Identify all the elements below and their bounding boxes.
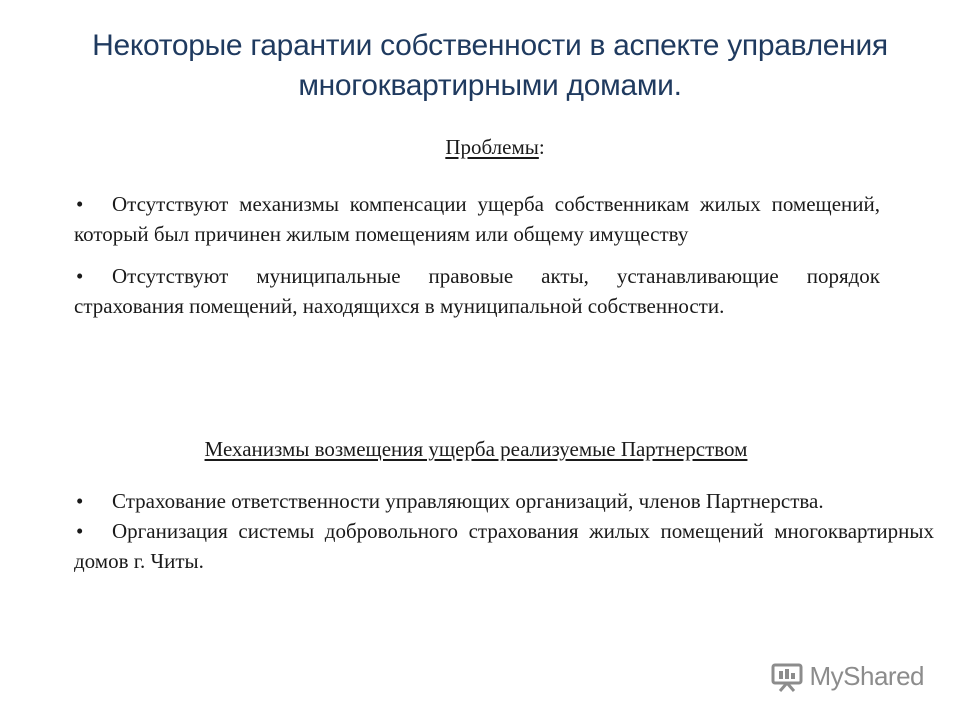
problem-item-text: Отсутствуют механизмы компенсации ущерба собственникам жилых помещений, который был причинен жилым помещениям или общему имуществу: [74, 192, 880, 246]
bullet: •: [76, 519, 84, 543]
mechanisms-heading-text: Механизмы возмещения ущерба реализуемые Партнерством: [204, 437, 748, 461]
slide-title-line-1: Некоторые гарантии собственности в аспекте управления: [92, 29, 888, 62]
mechanism-item: [74, 516, 934, 576]
myshared-watermark: [770, 661, 925, 692]
watermark-text: MyShared: [809, 661, 924, 691]
mechanism-item-text: Страхование ответственности управляющих организаций, членов Партнерства.: [112, 489, 824, 513]
problems-heading-colon: :: [538, 135, 545, 159]
bullet: •: [76, 489, 84, 513]
slide-title: [60, 26, 920, 106]
bullet: •: [76, 192, 84, 216]
problems-list: [74, 189, 880, 333]
problem-item: [74, 189, 880, 249]
slide-title-line-2: многоквартирными домами.: [298, 69, 682, 102]
mechanisms-list: [74, 486, 934, 576]
mechanism-item: [74, 486, 934, 516]
presentation-board-icon: [770, 662, 804, 692]
problems-heading-text: Проблемы: [445, 135, 539, 159]
bullet: •: [76, 264, 84, 288]
mechanisms-heading: [76, 436, 876, 462]
problem-item: [74, 261, 880, 321]
problems-heading: [0, 134, 960, 160]
problem-item-text: Отсутствуют муниципальные правовые акты, устанавливающие порядок страхования помещений, находящихся в муниципальной собственности.: [74, 264, 880, 318]
mechanism-item-text: Организация системы добровольного страхования жилых помещений многоквартирных домов г. Читы.: [74, 519, 934, 573]
